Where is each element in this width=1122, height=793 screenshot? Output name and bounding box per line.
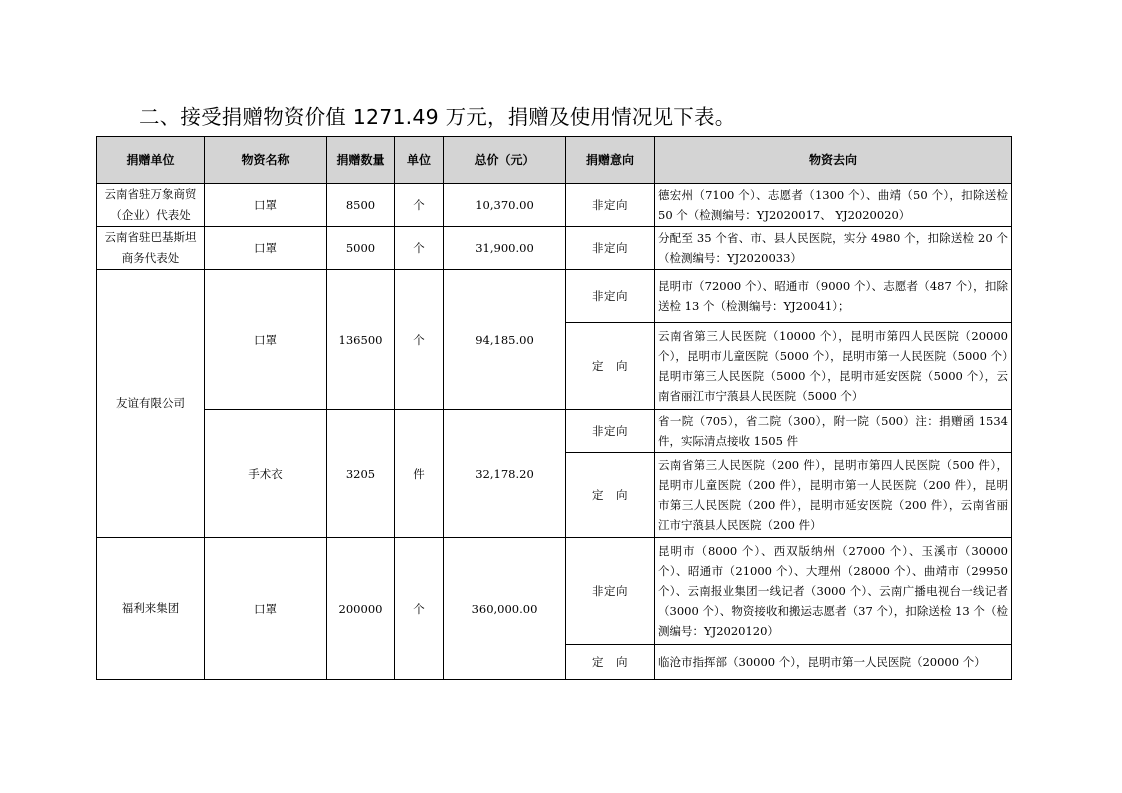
direction-cell: 非定向 <box>566 538 655 645</box>
table-header-row <box>97 137 1012 184</box>
total-cell: 360,000.00 <box>444 538 566 680</box>
page-heading: 二、接受捐赠物资价值 1271.49 万元，捐赠及使用情况见下表。 <box>139 105 736 129</box>
header-unit: 单位 <box>395 137 444 184</box>
donor-cell: 友谊有限公司 <box>97 270 205 538</box>
table-row <box>97 410 1012 453</box>
direction-cell: 定 向 <box>566 323 655 410</box>
item-cell: 口罩 <box>205 270 327 410</box>
total-cell: 31,900.00 <box>444 227 566 270</box>
unit-cell: 个 <box>395 227 444 270</box>
unit-cell: 个 <box>395 538 444 680</box>
destination-cell: 德宏州（7100 个）、志愿者（1300 个）、曲靖（50 个），扣除送检 50 个（检测编号：YJ2020017、 YJ2020020） <box>655 184 1012 227</box>
quantity-cell: 8500 <box>327 184 395 227</box>
destination-cell: 昆明市（72000 个）、昭通市（9000 个）、志愿者（487 个），扣除送检 13 个（检测编号：YJ20041）； <box>655 270 1012 323</box>
destination-cell: 云南省第三人民医院（200 件），昆明市第四人民医院（500 件），昆明市儿童医院（200 件），昆明市第一人民医院（200 件），昆明市第三人民医院（200 件），昆明市延安医院（200 件），云南省丽江市宁蒗县人民医院（200 件） <box>655 453 1012 538</box>
donor-cell: 福利来集团 <box>97 538 205 680</box>
table-row <box>97 270 1012 323</box>
quantity-cell: 3205 <box>327 410 395 538</box>
total-cell: 10,370.00 <box>444 184 566 227</box>
donor-cell: 云南省驻万象商贸（企业）代表处 <box>97 184 205 227</box>
direction-cell: 非定向 <box>566 184 655 227</box>
unit-cell: 个 <box>395 270 444 410</box>
total-cell: 32,178.20 <box>444 410 566 538</box>
direction-cell: 定 向 <box>566 453 655 538</box>
item-cell: 口罩 <box>205 538 327 680</box>
donor-cell: 云南省驻巴基斯坦商务代表处 <box>97 227 205 270</box>
header-direction: 捐赠意向 <box>566 137 655 184</box>
table-row <box>97 184 1012 227</box>
header-quantity: 捐赠数量 <box>327 137 395 184</box>
direction-cell: 非定向 <box>566 270 655 323</box>
direction-cell: 定 向 <box>566 645 655 680</box>
destination-cell: 云南省第三人民医院（10000 个），昆明市第四人民医院（20000 个），昆明市儿童医院（5000 个），昆明市第一人民医院（5000 个）昆明市第三人民医院（5000 个），昆明市延安医院（5000 个），云南省丽江市宁蒗县人民医院（5000 个） <box>655 323 1012 410</box>
table-row <box>97 538 1012 645</box>
header-total: 总价（元） <box>444 137 566 184</box>
unit-cell: 件 <box>395 410 444 538</box>
destination-cell: 省一院（705），省二院（300），附一院（500）注：捐赠函 1534 件，实际清点接收 1505 件 <box>655 410 1012 453</box>
header-destination: 物资去向 <box>655 137 1012 184</box>
destination-cell: 昆明市（8000 个）、西双版纳州（27000 个）、玉溪市（30000 个）、昭通市（21000 个）、大理州（28000 个）、曲靖市（29950 个）、云南报业集团一线记者（3000 个）、云南广播电视台一线记者（3000 个）、物资接收和搬运志愿者（37 个），扣除送检 13 个（检测编号：YJ2020120） <box>655 538 1012 645</box>
destination-cell: 分配至 35 个省、市、县人民医院，实分 4980 个，扣除送检 20 个（检测编号：YJ2020033） <box>655 227 1012 270</box>
total-cell: 94,185.00 <box>444 270 566 410</box>
header-item: 物资名称 <box>205 137 327 184</box>
item-cell: 口罩 <box>205 184 327 227</box>
item-cell: 口罩 <box>205 227 327 270</box>
quantity-cell: 5000 <box>327 227 395 270</box>
unit-cell: 个 <box>395 184 444 227</box>
item-cell: 手术衣 <box>205 410 327 538</box>
table-row <box>97 227 1012 270</box>
header-donor: 捐赠单位 <box>97 137 205 184</box>
direction-cell: 非定向 <box>566 410 655 453</box>
direction-cell: 非定向 <box>566 227 655 270</box>
quantity-cell: 136500 <box>327 270 395 410</box>
quantity-cell: 200000 <box>327 538 395 680</box>
donation-table <box>96 136 1012 680</box>
destination-cell: 临沧市指挥部（30000 个），昆明市第一人民医院（20000 个） <box>655 645 1012 680</box>
